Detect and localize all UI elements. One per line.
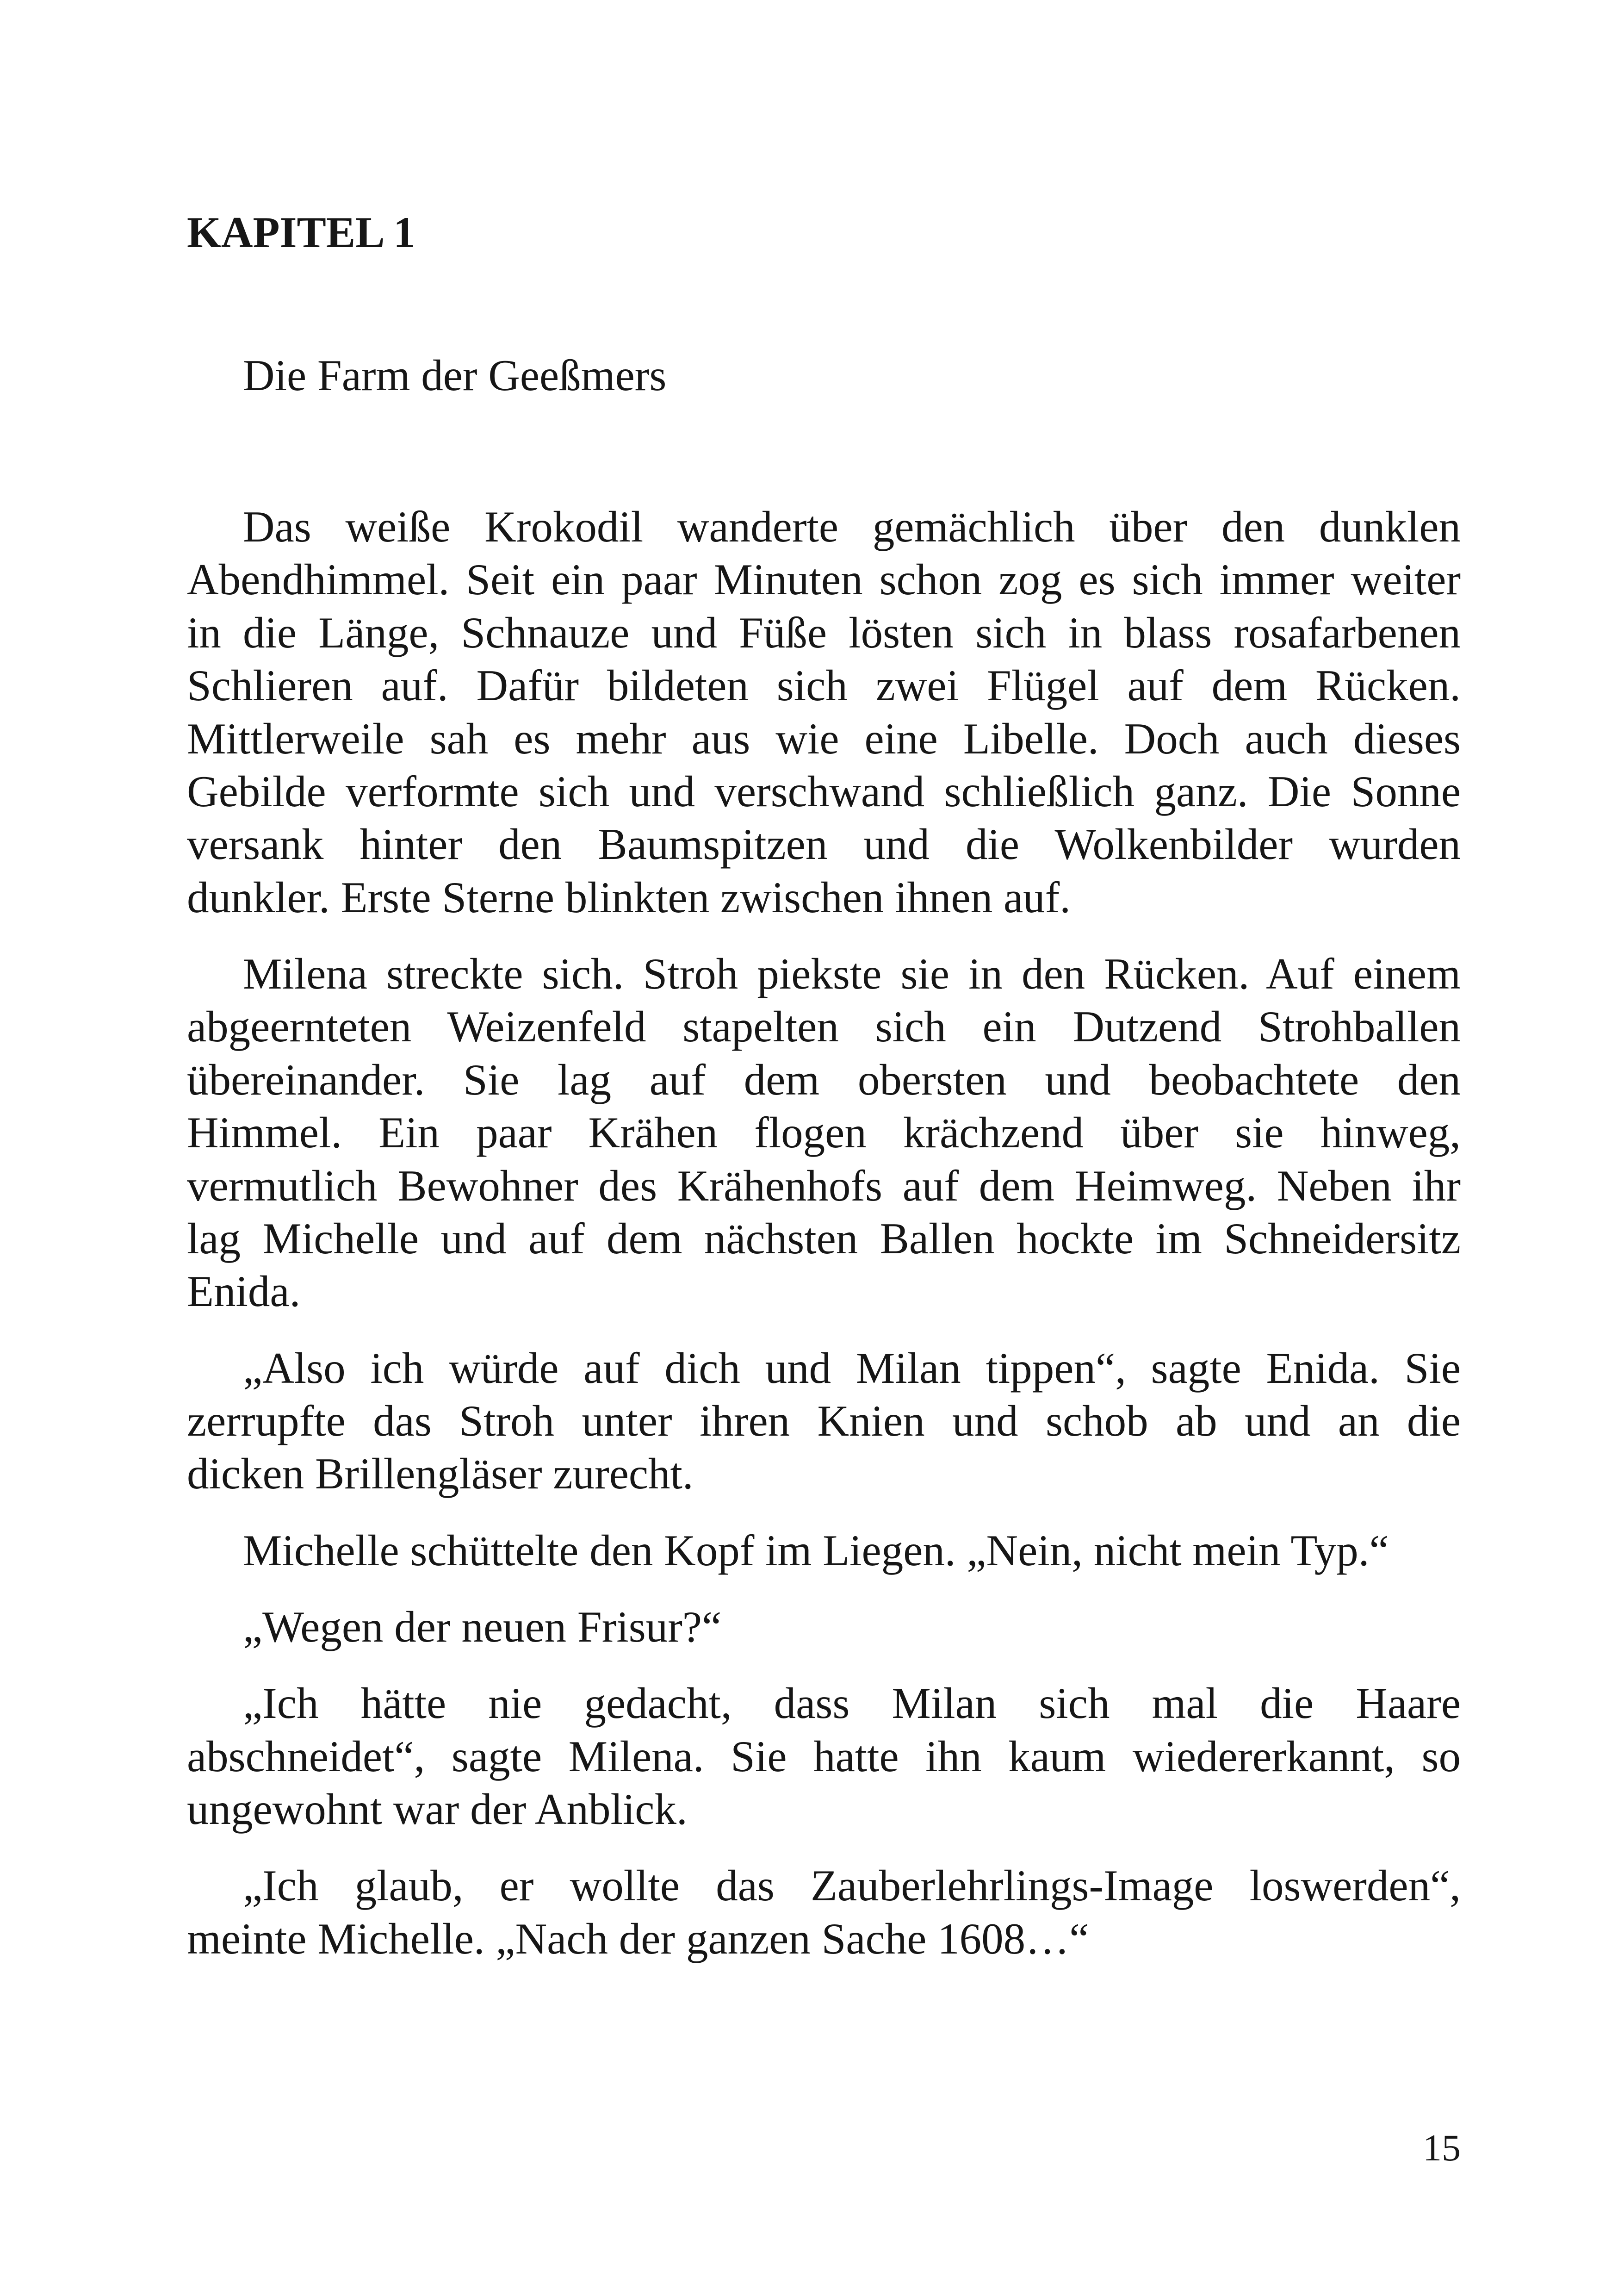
- paragraph: [187, 1524, 1461, 1577]
- text-line: Das weiße Krokodil wanderte gemächlich über den dunklen: [243, 502, 1461, 551]
- text-line: ungewohnt war der Anblick.: [187, 1785, 688, 1834]
- text-line: Gebilde verformte sich und verschwand schließlich ganz. Die Sonne: [187, 766, 1461, 816]
- text-line: vermutlich Bewohner des Krähenhofs auf dem Heimweg. Neben ihr: [187, 1161, 1461, 1210]
- text-line: Milena streckte sich. Stroh piekste sie in den Rücken. Auf einem: [243, 949, 1461, 999]
- text-line: abgeernteten Weizenfeld stapelten sich ein Dutzend Strohballen: [187, 1002, 1461, 1052]
- text-line: abschneidet“, sagte Milena. Sie hatte ihn kaum wiedererkannt, so: [187, 1731, 1461, 1781]
- text-line: übereinander. Sie lag auf dem obersten und beobachtete den: [187, 1055, 1461, 1104]
- text-line: Mittlerweile sah es mehr aus wie eine Libelle. Doch auch dieses: [187, 714, 1461, 763]
- page-number: 15: [1423, 2127, 1461, 2169]
- text-line: meinte Michelle. „Nach der ganzen Sache 1608…“: [187, 1914, 1089, 1963]
- text-line: dunkler. Erste Sterne blinkten zwischen ihnen auf.: [187, 872, 1071, 922]
- text-line: „Ich glaub, er wollte das Zauberlehrlings-Image loswerden“,: [243, 1861, 1461, 1910]
- text-line: Enida.: [187, 1267, 301, 1316]
- text-line: Himmel. Ein paar Krähen flogen krächzend über sie hinweg,: [187, 1108, 1461, 1157]
- chapter-heading: KAPITEL 1: [187, 208, 415, 257]
- text-line: Michelle schüttelte den Kopf im Liegen. „Nein, nicht mein Typ.“: [243, 1525, 1389, 1575]
- paragraph: [187, 1859, 1461, 1965]
- text-line: zerrupfte das Stroh unter ihren Knien und schob ab und an die: [187, 1396, 1461, 1446]
- text-line: versank hinter den Baumspitzen und die Wolkenbilder wurden: [187, 820, 1461, 869]
- text-line: lag Michelle und auf dem nächsten Ballen hockte im Schneidersitz: [187, 1213, 1461, 1263]
- body-text: [187, 500, 1461, 1965]
- text-line: „Also ich würde auf dich und Milan tippen“, sagte Enida. Sie: [243, 1343, 1461, 1393]
- text-line: dicken Brillengläser zurecht.: [187, 1449, 694, 1499]
- chapter-title: Die Farm der Geeßmers: [243, 351, 667, 400]
- text-line: „Ich hätte nie gedacht, dass Milan sich mal die Haare: [243, 1679, 1461, 1728]
- paragraph: [187, 1342, 1461, 1500]
- text-line: „Wegen der neuen Frisur?“: [243, 1602, 722, 1651]
- text-line: Abendhimmel. Seit ein paar Minuten schon zog es sich immer weiter: [187, 555, 1461, 604]
- paragraph: [187, 1600, 1461, 1653]
- paragraph: [187, 947, 1461, 1318]
- text-line: in die Länge, Schnauze und Füße lösten sich in blass rosafarbenen: [187, 608, 1461, 657]
- paragraph: [187, 500, 1461, 924]
- text-line: Schlieren auf. Dafür bildeten sich zwei Flügel auf dem Rücken.: [187, 661, 1461, 710]
- paragraph: [187, 1677, 1461, 1836]
